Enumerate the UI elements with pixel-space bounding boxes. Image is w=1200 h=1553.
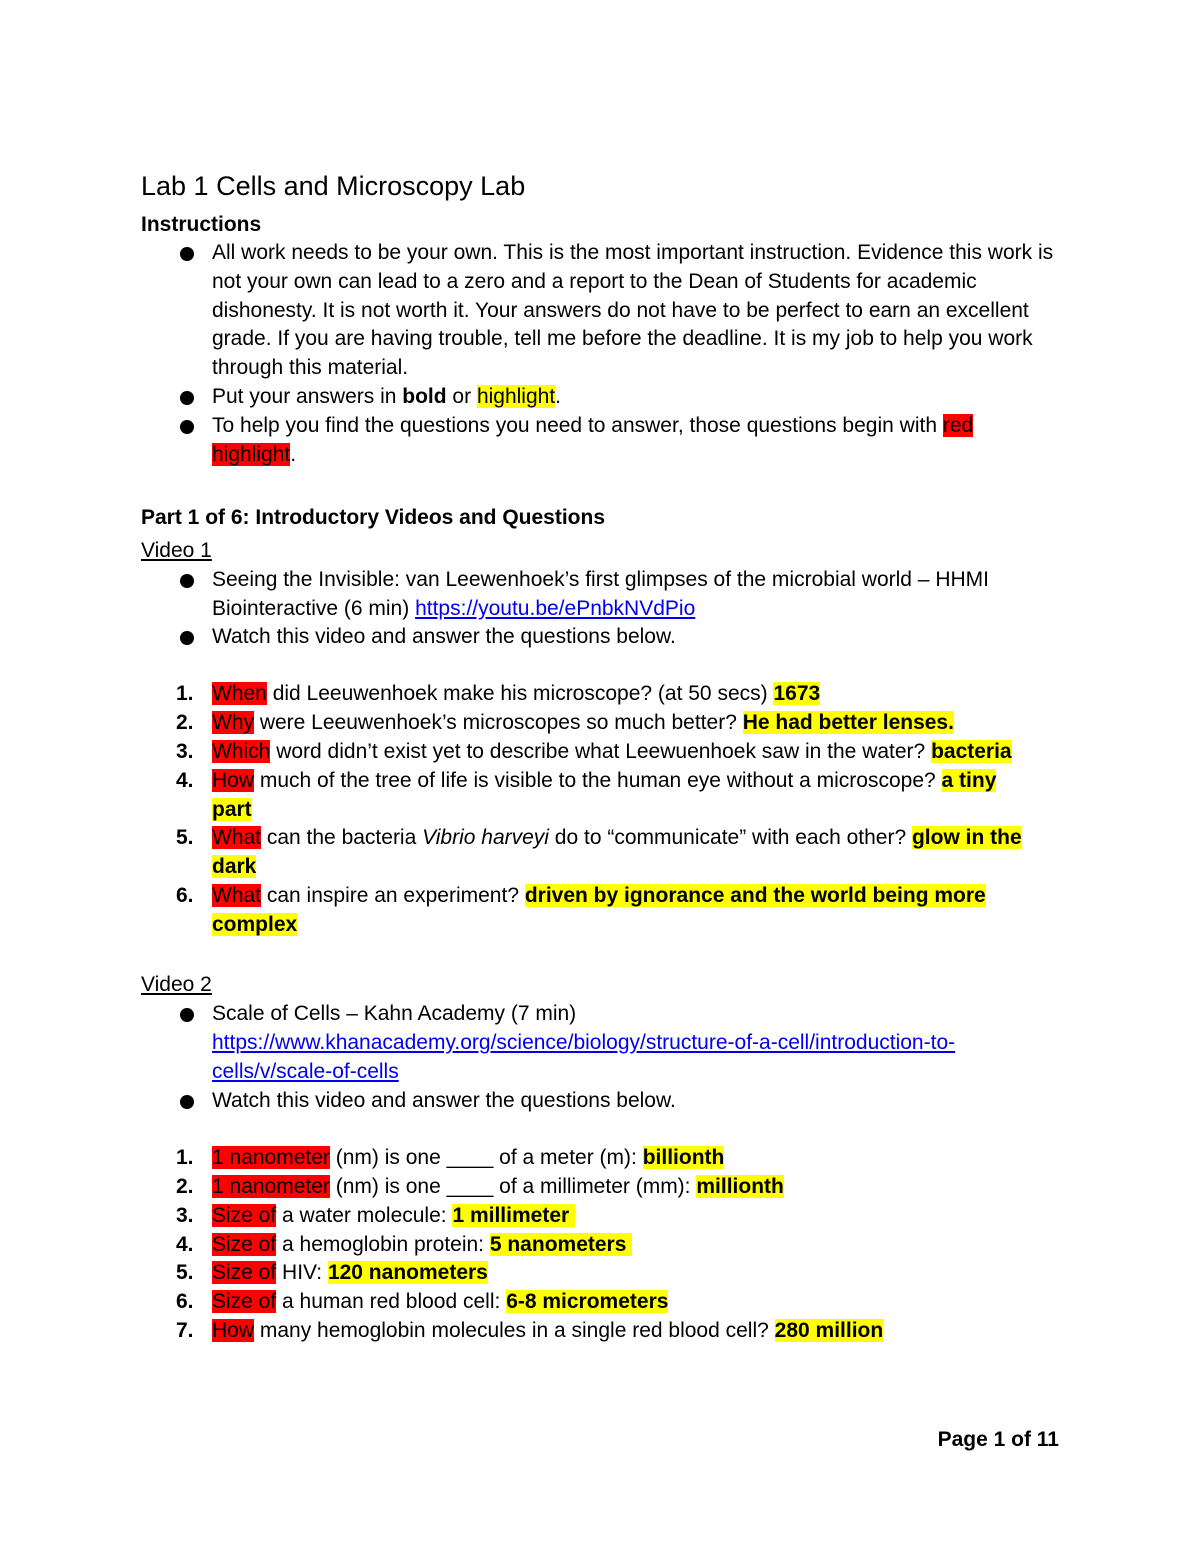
question-text: a hemoglobin protein: <box>276 1233 490 1256</box>
video1-bullet-2 <box>180 623 1060 652</box>
video2-question-6 <box>176 1288 1060 1317</box>
video1-question-1 <box>176 680 1060 709</box>
answer: millionth <box>696 1175 784 1198</box>
question-text: HIV: <box>276 1261 328 1284</box>
question-text: word didn’t exist yet to describe what Leewuenhoek saw in the water? <box>270 740 932 763</box>
bullet-icon <box>180 1008 194 1022</box>
answer: He had better lenses. <box>742 711 954 734</box>
video1-question-6 <box>176 882 1060 940</box>
instruction-item-2 <box>180 383 1060 412</box>
question-number: 4. <box>176 769 194 792</box>
red-highlight-word: red <box>942 414 974 437</box>
video1-link[interactable]: https://youtu.be/ePnbkNVdPio <box>415 596 696 620</box>
question-text: were Leeuwenhoek’s microscopes so much better? <box>254 711 743 734</box>
question-text: can the bacteria <box>261 826 423 849</box>
video2-label: Video 2 <box>141 973 212 996</box>
page-number: Page 1 of 11 <box>937 1428 1059 1451</box>
video2-link[interactable]: https://www.khanacademy.org/science/biology/structure-of-a-cell/introduction-to- <box>212 1030 956 1054</box>
bullet-text: Watch this video and answer the questions below. <box>212 1089 676 1112</box>
question-lead: Size of <box>212 1261 277 1284</box>
bullet-text: Watch this video and answer the questions below. <box>212 625 676 648</box>
question-lead: What <box>212 884 262 907</box>
answer: 6-8 micrometers <box>506 1290 669 1313</box>
bullet-icon <box>180 574 194 588</box>
question-lead: 1 nanometer <box>212 1146 330 1169</box>
video2-link-continued[interactable]: cells/v/scale-of-cells <box>212 1059 399 1083</box>
question-text: many hemoglobin molecules in a single red blood cell? <box>254 1319 775 1342</box>
video-meta: Biointeractive (6 min) <box>212 596 416 620</box>
answer: driven by ignorance and the world being more <box>524 884 986 907</box>
instruction-item-1 <box>180 239 1060 383</box>
question-lead: 1 nanometer <box>212 1175 330 1198</box>
bullet-icon <box>180 247 194 261</box>
video1-bullet-1 <box>180 566 1060 624</box>
video1-question-3 <box>176 738 1060 767</box>
question-number: 1. <box>176 682 194 705</box>
answer: 1673 <box>773 682 821 705</box>
question-lead: How <box>212 1319 255 1342</box>
bullet-icon <box>180 1095 194 1109</box>
highlight-word: highlight <box>476 385 556 408</box>
part1-heading: Part 1 of 6: Introductory Videos and Questions <box>141 506 606 529</box>
video2-question-7 <box>176 1317 1060 1346</box>
question-lead: What <box>212 826 262 849</box>
question-number: 6. <box>176 884 194 907</box>
instruction-text: or <box>446 385 477 408</box>
video-title: Seeing the Invisible: van Leewenhoek’s first glimpses of the microbial world – HHMI <box>212 568 989 591</box>
answer: 120 nanometers <box>327 1261 488 1284</box>
instruction-item-3 <box>180 412 1060 470</box>
question-text: did Leeuwenhoek make his microscope? (at 50 secs) <box>266 682 774 705</box>
answer: a tiny <box>941 769 997 792</box>
video2-bullet-1 <box>180 1000 1060 1086</box>
question-text: much of the tree of life is visible to the human eye without a microscope? <box>254 769 942 792</box>
question-number: 1. <box>176 1146 194 1169</box>
bold-word: bold <box>402 385 447 408</box>
question-lead: Size of <box>212 1290 277 1313</box>
instructions-heading: Instructions <box>141 213 262 236</box>
video2-bullet-2 <box>180 1087 1060 1116</box>
answer-continued: part <box>212 797 252 821</box>
question-text: (nm) is one ____ of a meter (m): <box>329 1146 643 1169</box>
video1-question-4 <box>176 767 1060 825</box>
question-number: 6. <box>176 1290 194 1313</box>
question-lead: Size of <box>212 1204 277 1227</box>
video-title: Scale of Cells – Kahn Academy (7 min) <box>212 1002 577 1025</box>
video2-question-4 <box>176 1231 1060 1260</box>
question-lead: Why <box>212 711 254 734</box>
bullet-icon <box>180 391 194 405</box>
answer: billionth <box>642 1146 725 1169</box>
instruction-text: . <box>290 442 297 466</box>
page-title: Lab 1 Cells and Microscopy Lab <box>141 171 526 201</box>
question-text: (nm) is one ____ of a millimeter (mm): <box>329 1175 697 1198</box>
instruction-text: . <box>555 385 562 408</box>
question-text: can inspire an experiment? <box>261 884 525 907</box>
question-number: 5. <box>176 1261 194 1284</box>
answer-continued: dark <box>212 854 257 878</box>
question-lead: When <box>212 682 267 705</box>
bullet-icon <box>180 420 194 434</box>
question-number: 7. <box>176 1319 194 1342</box>
instruction-text: All work needs to be your own. This is the most important instruction. Evidence this work is not your own can lead to a zero and a report to the Dean of Students for academic dishonesty. It is not worth it. Your answers do not have to be perfect to earn an excellent grade. If you are having trouble, tell me before the deadline. It is my job to help you work through this material. <box>212 241 1054 380</box>
red-highlight-word: highlight <box>212 442 291 466</box>
answer: bacteria <box>931 740 1012 763</box>
answer: 5 nanometers <box>489 1233 633 1256</box>
video2-question-2 <box>176 1173 1060 1202</box>
question-number: 5. <box>176 826 194 849</box>
question-lead: How <box>212 769 255 792</box>
instruction-text: To help you find the questions you need to answer, those questions begin with <box>212 414 943 437</box>
answer: glow in the <box>911 826 1022 849</box>
answer: 1 millimeter <box>452 1204 576 1227</box>
question-text: a water molecule: <box>276 1204 453 1227</box>
answer: 280 million <box>774 1319 884 1342</box>
species-name: Vibrio harveyi <box>422 826 549 849</box>
instruction-text: Put your answers in <box>212 385 403 408</box>
question-text: a human red blood cell: <box>276 1290 507 1313</box>
video1-question-5 <box>176 824 1060 882</box>
question-lead: Size of <box>212 1233 277 1256</box>
question-text: do to “communicate” with each other? <box>548 826 912 849</box>
video2-question-3 <box>176 1202 1060 1231</box>
video1-label: Video 1 <box>141 539 212 562</box>
question-number: 2. <box>176 711 194 734</box>
bullet-icon <box>180 631 194 645</box>
answer-continued: complex <box>212 912 298 936</box>
video2-question-5 <box>176 1259 1060 1288</box>
question-number: 3. <box>176 1204 194 1227</box>
question-lead: Which <box>212 740 271 763</box>
question-number: 3. <box>176 740 194 763</box>
question-number: 2. <box>176 1175 194 1198</box>
video2-question-1 <box>176 1144 1060 1173</box>
video1-question-2 <box>176 709 1060 738</box>
question-number: 4. <box>176 1233 194 1256</box>
